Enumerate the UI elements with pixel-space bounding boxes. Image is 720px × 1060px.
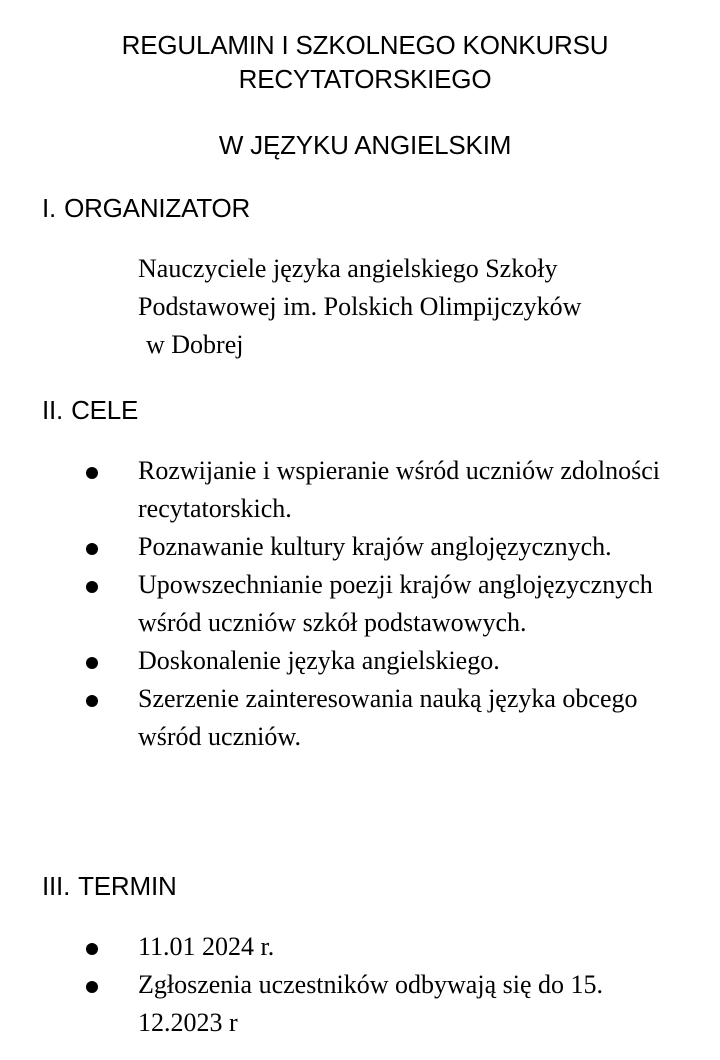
organizer-line: w Dobrej xyxy=(146,330,244,359)
document-subtitle: W JĘZYKU ANGIELSKIM xyxy=(218,130,512,160)
section-number: I. xyxy=(42,193,57,223)
section-heading-organizer xyxy=(42,192,250,224)
section-number: III. xyxy=(42,871,71,901)
bullet-icon xyxy=(86,581,98,593)
bullet-icon xyxy=(86,657,98,669)
term-list xyxy=(0,928,720,1042)
section-heading-term xyxy=(42,870,177,902)
bullet-icon xyxy=(86,695,98,707)
bullet-icon xyxy=(86,543,98,555)
goals-list xyxy=(0,452,720,756)
list-item xyxy=(0,642,720,680)
organizer-line: Podstawowej im. Polskich Olimpijczyków xyxy=(138,292,582,321)
organizer-line: Nauczyciele języka angielskiego Szkoły xyxy=(138,254,558,283)
organizer-text xyxy=(138,250,698,364)
section-number: II. xyxy=(42,395,64,425)
list-item xyxy=(0,680,720,756)
section-title: TERMIN xyxy=(78,871,177,901)
list-item xyxy=(0,452,720,528)
section-heading-goals xyxy=(42,394,138,426)
document-title: REGULAMIN I SZKOLNEGO KONKURSU RECYTATORSKIEGO xyxy=(121,30,609,94)
list-item xyxy=(0,528,720,566)
list-item-text: Rozwijanie i wspieranie wśród uczniów zdolności recytatorskich. xyxy=(138,456,661,523)
bullet-icon xyxy=(86,981,98,993)
list-item-text: 11.01 2024 r. xyxy=(138,932,275,961)
bullet-icon xyxy=(86,943,98,955)
list-item-text: Doskonalenie języka angielskiego. xyxy=(138,646,500,675)
section-title: CELE xyxy=(71,395,139,425)
list-item xyxy=(0,928,720,966)
bullet-icon xyxy=(86,467,98,479)
list-item-text: Szerzenie zainteresowania nauką języka obcego wśród uczniów. xyxy=(138,684,638,751)
list-item-text: Poznawanie kultury krajów anglojęzycznych. xyxy=(138,532,612,561)
section-title: ORGANIZATOR xyxy=(64,193,251,223)
list-item xyxy=(0,966,720,1042)
list-item xyxy=(0,566,720,642)
list-item-text: Zgłoszenia uczestników odbywają się do 15. 12.2023 r xyxy=(138,970,603,1037)
list-item-text: Upowszechnianie poezji krajów anglojęzycznych wśród uczniów szkół podstawowych. xyxy=(138,570,653,637)
